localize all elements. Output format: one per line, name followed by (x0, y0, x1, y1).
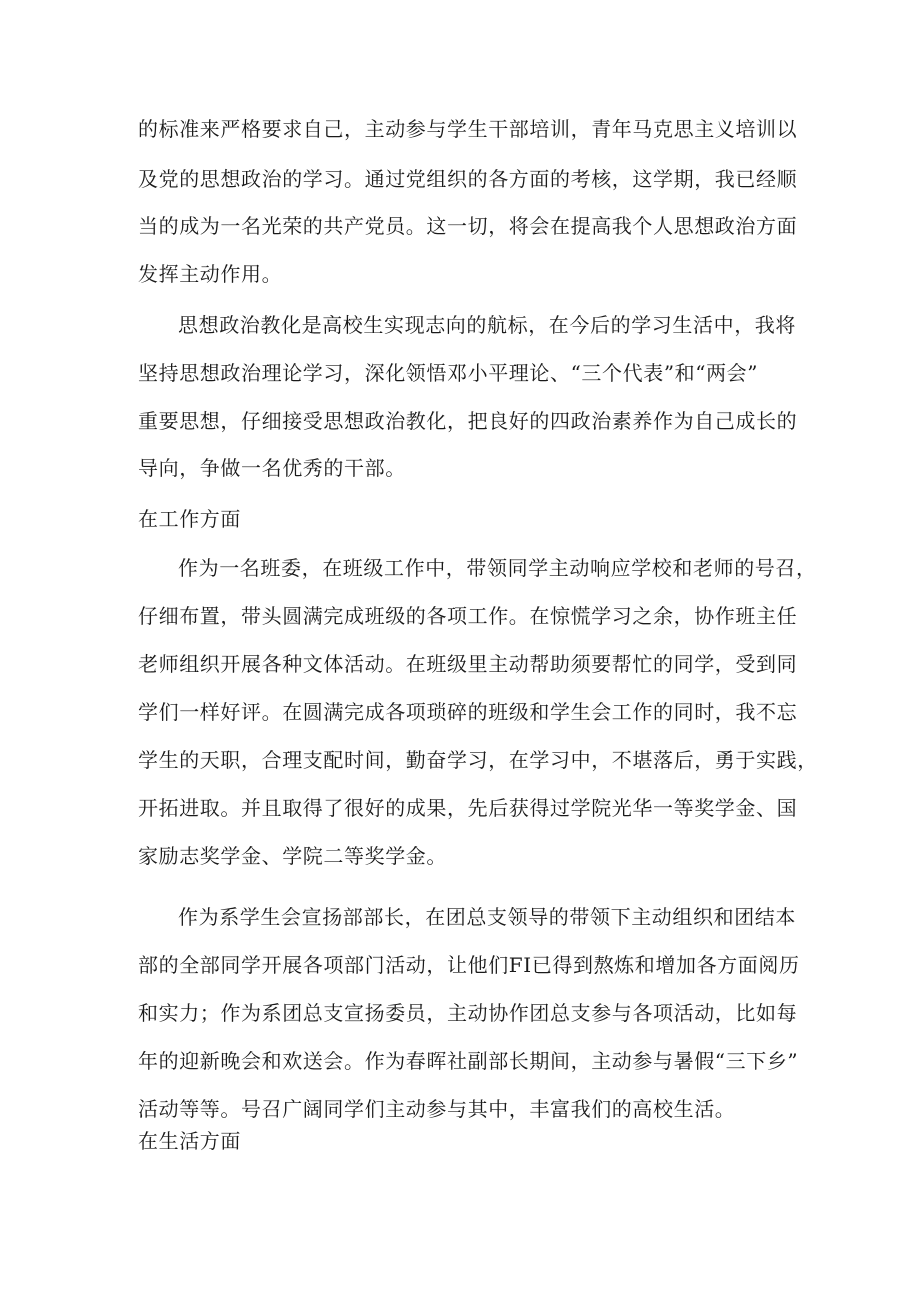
text-line: 部的全部同学开展各项部门活动，让他们FI已得到熬炼和增加各方面阅历 (138, 953, 800, 977)
text-line: 学们一样好评。在圆满完成各项琐碎的班级和学生会工作的同时，我不忘 (138, 700, 798, 724)
text-line: 学生的天职，合理支配时间，勤奋学习，在学习中，不堪落后，勇于实践， (138, 748, 818, 772)
text-line: 年的迎新晚会和欢送会。作为春晖社副部长期间，主动参与暑假“三下乡” (138, 1049, 799, 1073)
text-line: 仔细布置，带头圆满完成班级的各项工作。在惊慌学习之余，协作班主任 (138, 604, 798, 628)
text-line: 重要思想，仔细接受思想政治教化，把良好的四政治素养作为自己成长的 (138, 409, 798, 433)
text-line: 导向，争做一名优秀的干部。 (138, 456, 406, 480)
text-line: 活动等等。号召广阔同学们主动参与其中，丰富我们的高校生活。 (138, 1097, 736, 1121)
text-line: 的标准来严格要求自己，主动参与学生干部培训，青年马克思主义培训以 (138, 117, 798, 141)
text-line: 发挥主动作用。 (138, 262, 283, 286)
text-line: 家励志奖学金、学院二等奖学金。 (138, 844, 447, 868)
text-line: 开拓进取。并且取得了很好的成果，先后获得过学院光华一等奖学金、国 (138, 796, 798, 820)
section-heading-life: 在生活方面 (138, 1129, 241, 1153)
text-line: 作为系学生会宣扬部部长，在团总支领导的带领下主动组织和团结本 (178, 905, 796, 929)
text-line: 老师组织开展各种文体活动。在班级里主动帮助须要帮忙的同学，受到同 (138, 652, 798, 676)
text-line: 坚持思想政治理论学习，深化领悟邓小平理论、“三个代表”和“两会” (138, 361, 759, 385)
text-line: 思想政治教化是高校生实现志向的航标，在今后的学习生活中，我将 (178, 313, 796, 337)
text-line: 作为一名班委，在班级工作中，带领同学主动响应学校和老师的号召， (178, 556, 817, 580)
text-line: 当的成为一名光荣的共产党员。这一切，将会在提高我个人思想政治方面 (138, 214, 798, 238)
text-line: 和实力；作为系团总支宣扬委员，主动协作团总支参与各项活动，比如每 (138, 1001, 798, 1025)
text-line: 及党的思想政治的学习。通过党组织的各方面的考核，这学期，我已经顺 (138, 167, 798, 191)
section-heading-work: 在工作方面 (138, 507, 241, 531)
